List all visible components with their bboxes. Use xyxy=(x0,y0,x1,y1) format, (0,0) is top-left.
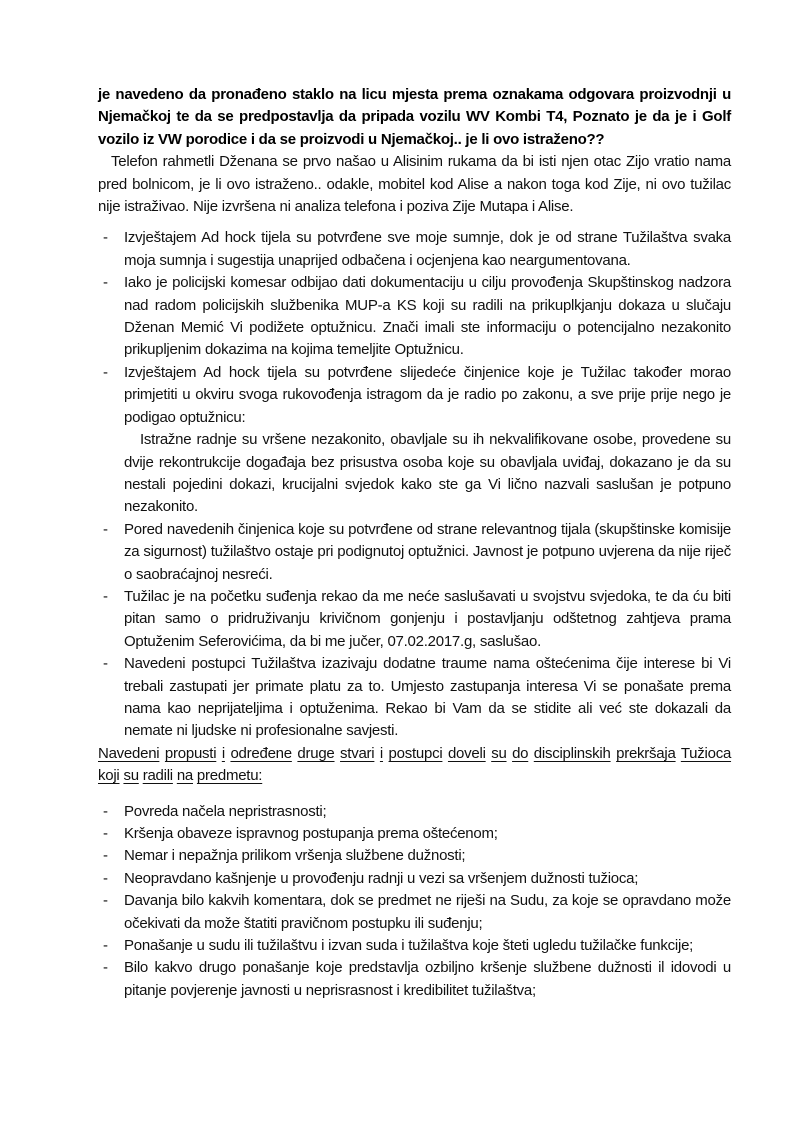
violation-item xyxy=(98,935,731,957)
objection-text: Tužilac je na početku suđenja rekao da me neće saslušavati u svojstvu svjedoka, te da ću biti pitan samo o pridruživanju krivičnom gonjenju i postavljanju odštetnog zahtjeva prama Optuženim Seferovićima, da bi me jučer, 07.02.2017.g, saslušao. xyxy=(124,587,731,650)
objection-text: Iako je policijski komesar odbijao dati dokumentaciju u cilju provođenja Skupštinskog nadzora nad radom policijskih službenika MUP-a KS koji su radili na prikuplkjanju dokaza u slučaju Dženan Memić Vi podižete optužnicu. Znači imali ste informaciju o potencijalno nezakonito prikupljenim dokazima na kojima temeljite Optužnicu. xyxy=(124,274,731,359)
violation-text: Kršenja obaveze ispravnog postupanja prema oštećenom; xyxy=(124,825,498,842)
violation-item xyxy=(98,868,731,890)
dash-marker: - xyxy=(103,869,108,887)
intro-question-paragraph: je navedeno da pronađeno staklo na licu mjesta prema oznakama odgovara proizvodnji u Njemačkoj te da se predpostavlja da pripada vozilu WV Kombi T4, Poznato je da je i Golf vozilo iz VW porodice i da se proizvodi u Njemačkoj.. je li ovo istraženo?? xyxy=(98,86,731,148)
objection-item xyxy=(98,519,731,586)
dash-marker: - xyxy=(103,802,108,820)
violation-item xyxy=(98,845,731,867)
violation-text: Bilo kakvo drugo ponašanje koje predstavlja ozbiljno kršenje službene dužnosti il idovodi u pitanje povjerenje javnosti u neprisrasnost i kredibilitet tužilaštva; xyxy=(124,959,731,999)
dash-marker: - xyxy=(103,937,108,955)
dash-marker: - xyxy=(103,655,108,673)
dash-marker: - xyxy=(103,520,108,538)
dash-marker: - xyxy=(103,825,108,842)
violations-list xyxy=(98,801,731,1003)
dash-marker: - xyxy=(103,363,108,381)
objection-text: Navedeni postupci Tužilaštva izazivaju dodatne traume nama oštećenima čije interese bi Vi trebali zastupati jer primate platu za to. Umjesto zastupanja interesa Vi se ponašate prema nama kao neprijateljima i optuženima. Rekao bi Vam da se stidite ali već ste dokazali da nemate ni ljudske ni profesionalne savjesti. xyxy=(124,655,731,740)
violation-text: Davanja bilo kakvih komentara, dok se predmet ne riješi na Sudu, za koje se opravdano može očekivati da može štatiti pravičnom postupku ili suđenju; xyxy=(124,892,731,932)
dash-marker: - xyxy=(103,587,108,605)
dash-marker: - xyxy=(103,229,108,247)
violation-text: Povreda načela nepristrasnosti; xyxy=(124,802,327,820)
objection-text: Izvještajem Ad hock tijela su potvrđene sve moje sumnje, dok je od strane Tužilaštva svaka moja sumnja i sugestija unaprijed odbačena i ocjenjena kao neargumentovana. xyxy=(124,229,731,269)
violation-text: Neopravdano kašnjenje u provođenju radnji u vezi sa vršenjem dužnosti tužioca; xyxy=(124,869,639,887)
objection-item xyxy=(98,272,731,362)
objection-text: Izvještajem Ad hock tijela su potvrđene slijedeće činjenice koje je Tužilac također morao primjetiti u okviru svoga rukovođenja istragom da je radio po zakonu, a sve prije prije nego je podigao optužnicu: xyxy=(124,363,731,426)
dash-marker: - xyxy=(103,959,108,977)
dash-marker: - xyxy=(103,274,108,292)
objection-item xyxy=(98,362,731,519)
dash-marker: - xyxy=(103,892,108,910)
violation-text: Ponašanje u sudu ili tužilaštvu i izvan suda i tužilaštva koje šteti ugledu tužilačke funkcije; xyxy=(124,937,694,955)
objection-item xyxy=(98,653,731,743)
dash-marker: - xyxy=(103,847,108,865)
objection-item xyxy=(98,586,731,653)
objections-list xyxy=(98,227,731,742)
objection-continuation-text: Istražne radnje su vršene nezakonito, obavljale su ih nekvalifikovane osobe, provedene su dvije rekontrukcije događaja bez prisustva osoba koje su obavljala uviđaj, dokazano je da su nestali pojedini dokazi, krucijalni svjedok kako ste ga Vi lično nazvali saslušan je potpuno nezakonito. xyxy=(124,431,731,516)
objection-text: Pored navedenih činjenica koje su potvrđene od strane relevantnog tijala (skupštinske komisije za sigurnost) tužilaštvo ostaje pri podignutoj optužnici. Javnost je potpuno uvjerena da nije riječ o saobraćajnoj nesreći. xyxy=(124,520,731,583)
objection-item xyxy=(98,227,731,272)
violation-item xyxy=(98,823,731,845)
violation-item xyxy=(98,890,731,935)
violation-text: Nemar i nepažnja prilikom vršenja službene dužnosti; xyxy=(124,847,466,865)
violation-item xyxy=(98,957,731,1002)
violation-item xyxy=(98,801,731,823)
telefon-paragraph: Telefon rahmetli Dženana se prvo našao u Alisinim rukama da bi isti njen otac Zijo vratio nama pred bolnicom, je li ovo istraženo.. odakle, mobitel kod Alise a nakon toga kod Zije, ni ovo tužilac nije istraživao. Nije izvršena ni analiza telefona i poziva Zije Mutapa i Alise. xyxy=(98,153,731,216)
disciplinary-offences-heading: Navedeni propusti i određene druge stvari i postupci doveli su do disciplinskih prekršaja Tužioca koji su radili na predmetu: xyxy=(98,744,732,785)
